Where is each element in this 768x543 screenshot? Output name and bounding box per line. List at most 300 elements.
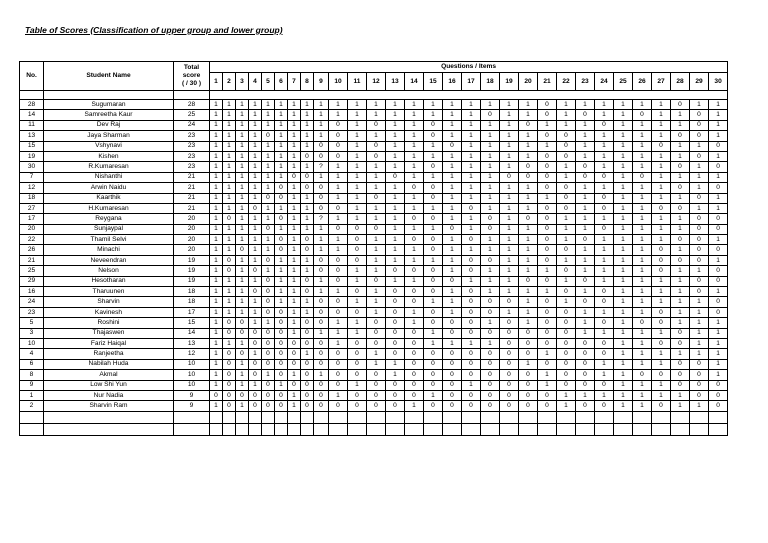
item-score: 1: [329, 193, 348, 203]
item-score: 1: [576, 214, 595, 224]
item-score: 0: [329, 276, 348, 286]
item-score: 1: [671, 245, 690, 255]
item-score: 0: [405, 287, 424, 297]
item-score: 1: [614, 318, 633, 328]
blank-cell: [500, 423, 519, 435]
item-score: 0: [386, 266, 405, 276]
item-score: 1: [481, 131, 500, 141]
item-score: 1: [614, 297, 633, 307]
header-question-15: 15: [424, 73, 443, 91]
item-score: 1: [595, 390, 614, 400]
table-row: [20, 131, 728, 141]
item-score: 1: [405, 110, 424, 120]
item-score: 0: [236, 349, 249, 359]
item-score: 1: [633, 255, 652, 265]
item-score: 1: [386, 224, 405, 234]
item-score: 1: [481, 203, 500, 213]
item-score: 1: [275, 120, 288, 130]
item-score: 0: [462, 349, 481, 359]
item-score: 1: [223, 120, 236, 130]
item-score: 0: [481, 359, 500, 369]
total-score: 10: [174, 359, 210, 369]
blank-cell: [275, 423, 288, 435]
item-score: 1: [329, 235, 348, 245]
item-score: 1: [288, 151, 301, 161]
item-score: 0: [652, 401, 671, 411]
item-score: 1: [576, 120, 595, 130]
item-score: 1: [690, 297, 709, 307]
item-score: 0: [709, 380, 728, 390]
item-score: 0: [301, 287, 314, 297]
item-score: 1: [329, 328, 348, 338]
item-score: 1: [223, 100, 236, 110]
item-score: 1: [690, 100, 709, 110]
item-score: 0: [329, 131, 348, 141]
item-score: 0: [424, 120, 443, 130]
item-score: 1: [367, 255, 386, 265]
item-score: 1: [314, 287, 329, 297]
item-score: 0: [386, 287, 405, 297]
item-score: 0: [538, 390, 557, 400]
blank-cell: [614, 423, 633, 435]
item-score: 1: [223, 172, 236, 182]
item-score: 1: [210, 328, 223, 338]
item-score: 0: [519, 390, 538, 400]
item-score: 1: [709, 235, 728, 245]
item-score: 1: [236, 162, 249, 172]
item-score: 1: [367, 266, 386, 276]
item-score: 1: [538, 380, 557, 390]
item-score: 1: [557, 172, 576, 182]
item-score: 1: [671, 151, 690, 161]
header-question-20: 20: [519, 73, 538, 91]
item-score: 1: [424, 338, 443, 348]
item-score: 1: [519, 141, 538, 151]
header-question-25: 25: [614, 73, 633, 91]
item-score: 0: [709, 297, 728, 307]
item-score: 0: [329, 370, 348, 380]
item-score: 0: [538, 359, 557, 369]
item-score: 0: [301, 328, 314, 338]
blank-cell: [595, 411, 614, 423]
item-score: 1: [301, 214, 314, 224]
item-score: 1: [633, 214, 652, 224]
item-score: 1: [690, 172, 709, 182]
item-score: 0: [481, 370, 500, 380]
item-score: 1: [462, 141, 481, 151]
item-score: 1: [424, 151, 443, 161]
item-score: 0: [500, 328, 519, 338]
item-score: 1: [500, 307, 519, 317]
item-score: 1: [443, 183, 462, 193]
item-score: 1: [288, 266, 301, 276]
blank-cell: [709, 423, 728, 435]
table-row: [20, 172, 728, 182]
item-score: 0: [481, 380, 500, 390]
item-score: 1: [249, 162, 262, 172]
item-score: 0: [671, 100, 690, 110]
item-score: 1: [301, 224, 314, 234]
item-score: 0: [462, 401, 481, 411]
header-question-11: 11: [348, 73, 367, 91]
total-score: 25: [174, 110, 210, 120]
item-score: 1: [690, 266, 709, 276]
item-score: 1: [210, 193, 223, 203]
item-score: 0: [538, 203, 557, 213]
table-row: [20, 245, 728, 255]
blank-cell: [557, 411, 576, 423]
item-score: 1: [614, 120, 633, 130]
item-score: 0: [709, 162, 728, 172]
item-score: 1: [314, 120, 329, 130]
item-score: 1: [348, 120, 367, 130]
item-score: 0: [538, 183, 557, 193]
header-student-name: Student Name: [44, 62, 174, 91]
blank-cell: [538, 411, 557, 423]
scores-body: [20, 91, 728, 436]
item-score: 0: [367, 151, 386, 161]
item-score: 0: [249, 359, 262, 369]
item-score: 1: [671, 110, 690, 120]
item-score: 1: [210, 297, 223, 307]
student-name: Jaya Sharman: [44, 131, 174, 141]
item-score: 0: [314, 255, 329, 265]
item-score: 1: [462, 131, 481, 141]
table-row: [20, 390, 728, 400]
item-score: 1: [481, 245, 500, 255]
item-score: 0: [538, 245, 557, 255]
item-score: 1: [236, 224, 249, 234]
header-question-28: 28: [671, 73, 690, 91]
item-score: 0: [709, 214, 728, 224]
total-score: 9: [174, 390, 210, 400]
item-score: 0: [275, 359, 288, 369]
item-score: 0: [405, 214, 424, 224]
table-row: [20, 203, 728, 213]
item-score: 1: [367, 359, 386, 369]
student-no: 29: [20, 276, 44, 286]
item-score: 1: [288, 245, 301, 255]
item-score: 0: [671, 328, 690, 338]
item-score: 0: [405, 349, 424, 359]
item-score: 1: [288, 390, 301, 400]
item-score: 0: [462, 255, 481, 265]
item-score: 1: [249, 276, 262, 286]
item-score: 1: [652, 359, 671, 369]
item-score: 0: [348, 287, 367, 297]
item-score: 0: [223, 370, 236, 380]
total-score: 15: [174, 318, 210, 328]
item-score: 0: [262, 287, 275, 297]
blank-cell: [633, 411, 652, 423]
item-score: 0: [249, 287, 262, 297]
item-score: 0: [671, 235, 690, 245]
item-score: 0: [262, 297, 275, 307]
item-score: 0: [595, 401, 614, 411]
item-score: 1: [329, 390, 348, 400]
header-question-6: 6: [275, 73, 288, 91]
item-score: 1: [595, 110, 614, 120]
item-score: 0: [314, 390, 329, 400]
item-score: 1: [210, 380, 223, 390]
item-score: 0: [329, 255, 348, 265]
item-score: 0: [329, 349, 348, 359]
header-question-5: 5: [262, 73, 275, 91]
header-question-14: 14: [405, 73, 424, 91]
item-score: 1: [424, 100, 443, 110]
blank-cell: [44, 423, 174, 435]
item-score: 1: [301, 203, 314, 213]
item-score: 1: [367, 203, 386, 213]
blank-cell: [262, 423, 275, 435]
item-score: 1: [500, 214, 519, 224]
item-score: 1: [614, 328, 633, 338]
blank-cell: [174, 411, 210, 423]
item-score: 1: [557, 110, 576, 120]
item-score: 0: [481, 224, 500, 234]
item-score: 0: [462, 390, 481, 400]
item-score: 1: [614, 401, 633, 411]
student-no: 16: [20, 287, 44, 297]
student-name: Samreetha Kaur: [44, 110, 174, 120]
item-score: 0: [538, 276, 557, 286]
item-score: 1: [348, 276, 367, 286]
item-score: 1: [500, 110, 519, 120]
item-score: 1: [386, 245, 405, 255]
total-score: 20: [174, 235, 210, 245]
item-score: 1: [249, 100, 262, 110]
blank-cell: [20, 411, 44, 423]
item-score: 0: [557, 307, 576, 317]
item-score: 0: [314, 338, 329, 348]
item-score: 0: [329, 307, 348, 317]
item-score: 1: [249, 183, 262, 193]
item-score: 0: [633, 172, 652, 182]
item-score: 1: [367, 287, 386, 297]
item-score: 0: [519, 401, 538, 411]
item-score: 0: [386, 318, 405, 328]
item-score: 1: [223, 307, 236, 317]
student-no: 22: [20, 235, 44, 245]
student-name: Akmal: [44, 370, 174, 380]
item-score: 0: [329, 203, 348, 213]
item-score: 1: [633, 203, 652, 213]
item-score: 1: [210, 287, 223, 297]
item-score: 0: [329, 380, 348, 390]
item-score: 1: [275, 110, 288, 120]
item-score: 0: [348, 307, 367, 317]
item-score: 1: [652, 214, 671, 224]
item-score: 0: [538, 255, 557, 265]
item-score: 0: [595, 297, 614, 307]
item-score: 1: [329, 110, 348, 120]
item-score: 1: [288, 287, 301, 297]
item-score: 1: [576, 193, 595, 203]
item-score: 1: [275, 266, 288, 276]
blank-cell: [223, 411, 236, 423]
student-no: 2: [20, 401, 44, 411]
item-score: 0: [500, 172, 519, 182]
item-score: 0: [329, 297, 348, 307]
item-score: 0: [481, 214, 500, 224]
item-score: 0: [314, 203, 329, 213]
item-score: 0: [595, 349, 614, 359]
item-score: 1: [249, 110, 262, 120]
item-score: 0: [386, 307, 405, 317]
item-score: 1: [367, 110, 386, 120]
item-score: 1: [500, 120, 519, 130]
item-score: 0: [424, 214, 443, 224]
item-score: 0: [314, 193, 329, 203]
item-score: 1: [462, 214, 481, 224]
item-score: 0: [462, 203, 481, 213]
header-total-line3: ( / 30 ): [181, 80, 202, 87]
item-score: 0: [223, 328, 236, 338]
item-score: 0: [275, 370, 288, 380]
item-score: 1: [481, 141, 500, 151]
item-score: 0: [314, 151, 329, 161]
item-score: 1: [595, 370, 614, 380]
item-score: 1: [576, 131, 595, 141]
item-score: 1: [652, 183, 671, 193]
item-score: 0: [557, 380, 576, 390]
item-score: 1: [462, 151, 481, 161]
blank-cell: [519, 423, 538, 435]
item-score: 0: [709, 224, 728, 234]
item-score: 1: [652, 193, 671, 203]
item-score: 1: [405, 401, 424, 411]
item-score: 0: [557, 131, 576, 141]
item-score: 0: [405, 370, 424, 380]
item-score: 1: [348, 380, 367, 390]
student-no: 17: [20, 214, 44, 224]
item-score: 1: [519, 224, 538, 234]
student-name: H.Kumaresan: [44, 203, 174, 213]
item-score: 0: [557, 359, 576, 369]
student-name: Hesotharan: [44, 276, 174, 286]
item-score: 0: [424, 401, 443, 411]
item-score: 0: [314, 266, 329, 276]
blank-cell: [519, 411, 538, 423]
item-score: 1: [236, 151, 249, 161]
item-score: 1: [443, 162, 462, 172]
item-score: 0: [462, 318, 481, 328]
item-score: 0: [690, 131, 709, 141]
student-no: 4: [20, 349, 44, 359]
item-score: 1: [614, 162, 633, 172]
item-score: 0: [671, 183, 690, 193]
scores-table: [19, 61, 728, 436]
item-score: 1: [519, 110, 538, 120]
item-score: 0: [557, 370, 576, 380]
item-score: 0: [652, 266, 671, 276]
item-score: 0: [462, 297, 481, 307]
item-score: 0: [652, 255, 671, 265]
item-score: 1: [709, 100, 728, 110]
item-score: 0: [709, 276, 728, 286]
student-no: 1: [20, 390, 44, 400]
item-score: 0: [367, 370, 386, 380]
item-score: 1: [557, 120, 576, 130]
item-score: 0: [595, 338, 614, 348]
item-score: 1: [709, 255, 728, 265]
item-score: 1: [236, 193, 249, 203]
item-score: 1: [210, 224, 223, 234]
item-score: 1: [301, 193, 314, 203]
item-score: 1: [652, 162, 671, 172]
item-score: 1: [262, 214, 275, 224]
student-no: 19: [20, 151, 44, 161]
item-score: 1: [443, 266, 462, 276]
student-no: 23: [20, 307, 44, 317]
item-score: 0: [424, 307, 443, 317]
item-score: 1: [236, 297, 249, 307]
item-score: 1: [210, 338, 223, 348]
item-score: 0: [576, 338, 595, 348]
item-score: 1: [595, 141, 614, 151]
item-score: 1: [314, 224, 329, 234]
item-score: 1: [275, 131, 288, 141]
table-row: [20, 120, 728, 130]
item-score: 0: [424, 183, 443, 193]
item-score: 0: [709, 245, 728, 255]
item-score: 1: [652, 120, 671, 130]
item-score: 0: [314, 141, 329, 151]
item-score: 1: [652, 235, 671, 245]
table-row: [20, 318, 728, 328]
item-score: 1: [288, 235, 301, 245]
item-score: 0: [262, 338, 275, 348]
item-score: 0: [576, 359, 595, 369]
header-questions: Questions / Items: [210, 62, 728, 73]
item-score: 1: [405, 100, 424, 110]
item-score: 0: [519, 328, 538, 338]
item-score: 1: [519, 307, 538, 317]
student-no: 28: [20, 100, 44, 110]
item-score: 0: [288, 172, 301, 182]
student-no: 8: [20, 370, 44, 380]
item-score: 0: [690, 287, 709, 297]
item-score: 0: [519, 214, 538, 224]
item-score: 0: [405, 390, 424, 400]
item-score: 1: [576, 287, 595, 297]
table-row: [20, 193, 728, 203]
table-row: [20, 141, 728, 151]
item-score: 1: [236, 110, 249, 120]
item-score: ?: [314, 162, 329, 172]
blank-cell: [671, 423, 690, 435]
item-score: 0: [538, 401, 557, 411]
item-score: 0: [690, 120, 709, 130]
item-score: 0: [262, 131, 275, 141]
item-score: 1: [462, 120, 481, 130]
item-score: 0: [223, 214, 236, 224]
header-question-4: 4: [249, 73, 262, 91]
item-score: 0: [301, 359, 314, 369]
blank-cell: [348, 411, 367, 423]
item-score: 1: [576, 390, 595, 400]
item-score: 1: [249, 214, 262, 224]
item-score: 1: [500, 183, 519, 193]
item-score: 1: [614, 287, 633, 297]
item-score: 1: [314, 172, 329, 182]
item-score: 1: [633, 328, 652, 338]
item-score: 0: [301, 276, 314, 286]
item-score: 1: [314, 235, 329, 245]
student-name: Vshynavi: [44, 141, 174, 151]
item-score: 1: [249, 318, 262, 328]
item-score: 1: [633, 338, 652, 348]
